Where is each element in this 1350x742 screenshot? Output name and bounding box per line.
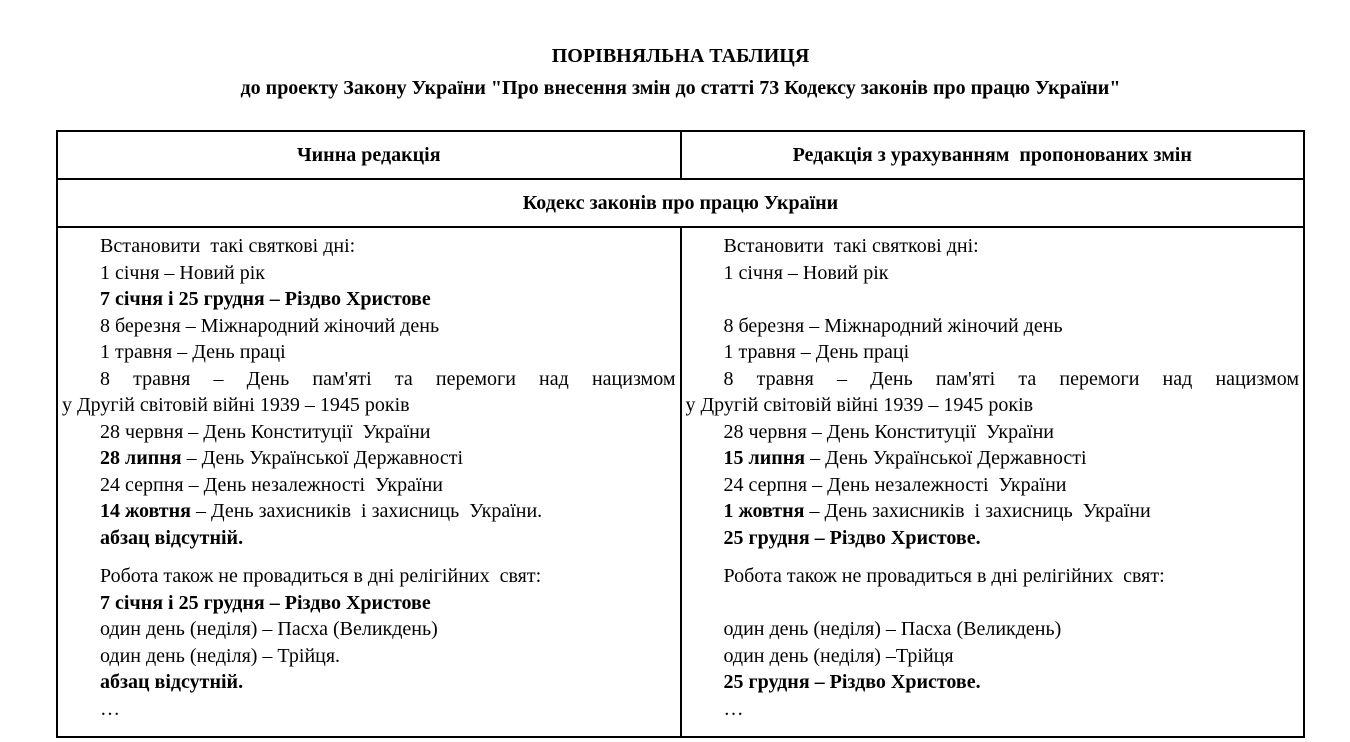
bold-text-run: 1 жовтня (723, 500, 805, 522)
text-run: 8 травня – День пам'яті та перемоги над нацизмом (100, 367, 676, 390)
text-run: 1 січня – Новий рік (100, 261, 265, 284)
text-run: 24 серпня – День незалежності України (100, 473, 443, 496)
comparison-table (56, 130, 1305, 738)
paragraph-line (686, 419, 1300, 446)
column-header-current-version: Чинна редакція (57, 131, 681, 179)
text-run: 24 серпня – День незалежності України (723, 473, 1067, 496)
text-run: у Другій світовій війні 1939 – 1945 років (62, 394, 410, 416)
table-header-row (57, 131, 1304, 179)
paragraph-line (686, 616, 1300, 643)
text-run: 1 травня – День праці (100, 341, 286, 363)
paragraph-line (62, 233, 676, 260)
paragraph-line (62, 498, 676, 525)
paragraph-line (62, 563, 676, 590)
paragraph-line (62, 643, 676, 670)
paragraph-line (62, 313, 676, 340)
paragraph-line (686, 366, 1300, 393)
text-run: Встановити такі святкові дні: (723, 235, 979, 257)
text-run: 8 травня – День пам'яті та перемоги над нацизмом (723, 367, 1299, 390)
text-run: – День захисників і захисниць України (804, 500, 1151, 522)
paragraph-line (686, 525, 1300, 552)
text-run: один день (неділя) –Трійця (723, 644, 954, 667)
paragraph-line (62, 339, 676, 366)
bold-text-run: 25 грудня – Різдво Христове. (723, 526, 981, 549)
paragraph-line (686, 313, 1300, 340)
text-run: 28 червня – День Конституції України (100, 420, 431, 443)
paragraph-line (686, 445, 1300, 472)
current-version-text (62, 233, 676, 722)
paragraph-line (686, 260, 1300, 287)
bold-text-run: абзац відсутній. (100, 526, 244, 549)
text-run: один день (неділя) – Пасха (Великдень) (723, 618, 1062, 640)
paragraph-line (62, 472, 676, 499)
bold-text-run: 28 липня (100, 447, 182, 469)
bold-text-run: 7 січня і 25 грудня – Різдво Христове (100, 288, 431, 310)
paragraph-line (62, 366, 676, 393)
bold-text-run: 7 січня і 25 грудня – Різдво Христове (100, 591, 431, 614)
text-run: … (100, 697, 120, 720)
paragraph-line (686, 392, 1300, 419)
proposed-version-text (686, 233, 1300, 722)
paragraph-line (686, 643, 1300, 670)
text-run: Встановити такі святкові дні: (100, 235, 356, 257)
paragraph-line (686, 669, 1300, 696)
text-run: 8 березня – Міжнародний жіночий день (723, 314, 1063, 337)
paragraph-line (62, 616, 676, 643)
paragraph-line (686, 498, 1300, 525)
text-run: 28 червня – День Конституції України (723, 420, 1054, 443)
text-run: у Другій світовій війні 1939 – 1945 років (685, 394, 1034, 416)
paragraph-line (62, 669, 676, 696)
text-run: один день (неділя) – Трійця. (100, 644, 341, 667)
paragraph-line (686, 339, 1300, 366)
paragraph-line (62, 286, 676, 313)
paragraph-line (686, 472, 1300, 499)
bold-text-run: абзац відсутній. (100, 671, 244, 693)
blank-line (686, 286, 1300, 313)
text-run: 1 травня – День праці (723, 341, 910, 363)
paragraph-line (686, 696, 1300, 723)
bold-text-run: 15 липня (723, 447, 806, 469)
paragraph-line (62, 445, 676, 472)
proposed-version-cell (681, 227, 1305, 737)
text-run: – День захисників і захисниць України. (190, 500, 543, 522)
text-run: 1 січня – Новий рік (723, 261, 889, 284)
paragraph-line (686, 233, 1300, 260)
text-run: один день (неділя) – Пасха (Великдень) (100, 618, 438, 640)
paragraph-line (62, 525, 676, 552)
document-subtitle: до проекту Закону України "Про внесення змін до статті 73 Кодексу законів про працю України" (240, 77, 1121, 99)
text-run: – День Української Державності (805, 447, 1087, 469)
current-version-cell (57, 227, 681, 737)
document-title: ПОРІВНЯЛЬНА ТАБЛИЦЯ (551, 45, 810, 67)
text-run: … (723, 697, 744, 720)
paragraph-line (62, 590, 676, 617)
bold-text-run: 14 жовтня (100, 500, 191, 522)
column-header-proposed-version: Редакція з урахуванням пропонованих змін (681, 131, 1305, 179)
paragraph-line (62, 696, 676, 723)
table-body-row (57, 227, 1304, 737)
text-run: 8 березня – Міжнародний жіночий день (100, 314, 440, 337)
text-run: Робота також не провадиться в дні релігійних свят: (100, 565, 542, 587)
paragraph-line (62, 260, 676, 287)
paragraph-line (62, 392, 676, 419)
blank-line (686, 590, 1300, 617)
table-section-row (57, 179, 1304, 227)
section-title: Кодекс законів про працю України (57, 179, 1304, 227)
text-run: Робота також не провадиться в дні релігійних свят: (723, 565, 1165, 587)
paragraph-line (62, 419, 676, 446)
text-run: – День Української Державності (181, 447, 464, 469)
bold-text-run: 25 грудня – Різдво Христове. (723, 671, 981, 693)
paragraph-line (686, 563, 1300, 590)
